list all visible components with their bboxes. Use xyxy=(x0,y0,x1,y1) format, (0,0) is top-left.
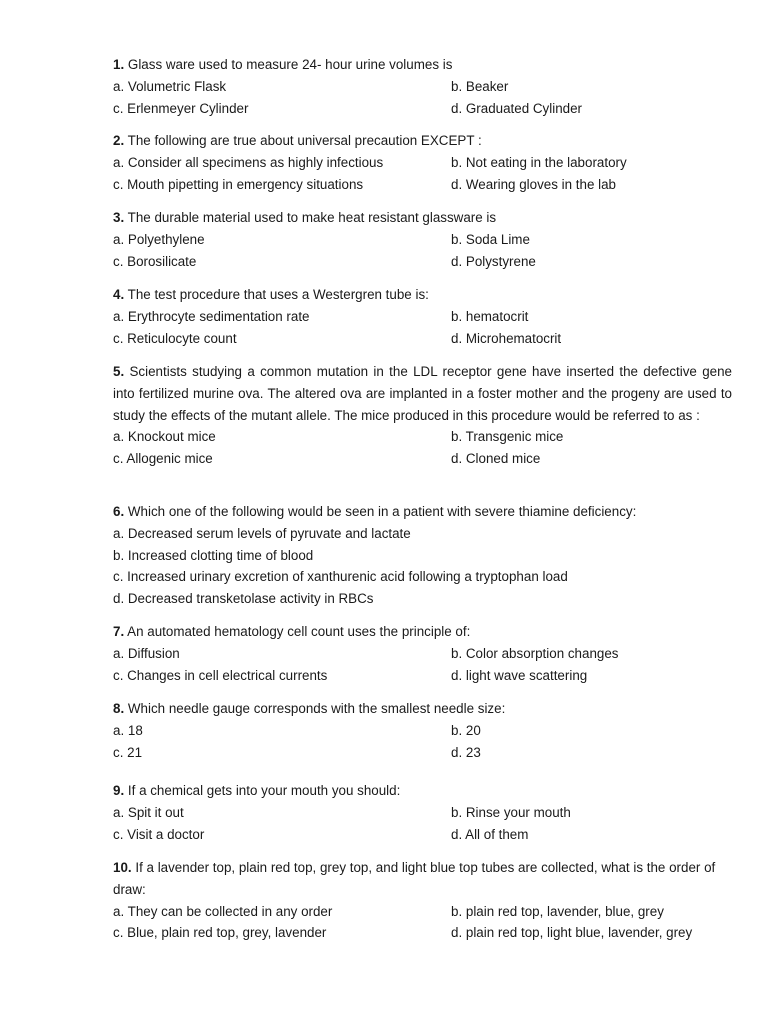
options-row xyxy=(113,720,732,742)
options-row xyxy=(113,665,732,687)
question-stem xyxy=(113,207,732,229)
question-stem xyxy=(113,857,732,901)
option-b: b. Not eating in the laboratory xyxy=(451,154,627,170)
option-a: a. Knockout mice xyxy=(113,429,216,445)
options-row xyxy=(113,802,732,824)
option-d: d. All of them xyxy=(451,826,529,842)
question-8 xyxy=(113,698,732,763)
option-d: d. Decreased transketolase activity in RBCs xyxy=(113,591,374,607)
options-row xyxy=(113,922,732,944)
question-number: 5. xyxy=(113,364,125,379)
options-row xyxy=(113,306,732,328)
question-stem xyxy=(113,698,732,720)
question-7 xyxy=(113,621,732,686)
option-b: b. hematocrit xyxy=(451,308,529,324)
option-d: d. light wave scattering xyxy=(451,667,588,683)
question-number: 7. xyxy=(113,624,125,639)
question-text: Glass ware used to measure 24- hour urine volumes is xyxy=(127,57,453,72)
question-number: 9. xyxy=(113,783,125,798)
options-row xyxy=(113,901,732,923)
question-4 xyxy=(113,284,732,349)
option-c: c. Allogenic mice xyxy=(113,451,213,467)
options-row xyxy=(113,76,732,98)
option-d: d. Microhematocrit xyxy=(451,330,562,346)
option-d: d. Cloned mice xyxy=(451,451,541,467)
option-b: b. Color absorption changes xyxy=(451,645,619,661)
option-b: b. Rinse your mouth xyxy=(451,804,571,820)
options-row xyxy=(113,448,732,470)
question-1 xyxy=(113,54,732,119)
option-c: c. Borosilicate xyxy=(113,253,197,269)
question-number: 4. xyxy=(113,287,125,302)
question-text: An automated hematology cell count uses the principle of: xyxy=(127,624,471,639)
question-stem xyxy=(113,284,732,306)
option-c: c. Changes in cell electrical currents xyxy=(113,667,328,683)
options-row xyxy=(113,742,732,764)
option-b: b. 20 xyxy=(451,722,481,738)
options-row xyxy=(113,98,732,120)
question-text: The test procedure that uses a Westergren tube is: xyxy=(127,287,429,302)
option-d: d. 23 xyxy=(451,744,481,760)
question-text: If a lavender top, plain red top, grey top, and light blue top tubes are collected, what is the order of draw: xyxy=(113,860,716,897)
option-c: c. Erlenmeyer Cylinder xyxy=(113,100,249,116)
question-number: 1. xyxy=(113,57,125,72)
option-a: a. Erythrocyte sedimentation rate xyxy=(113,308,310,324)
option-c: c. Mouth pipetting in emergency situations xyxy=(113,176,364,192)
option-b: b. Soda Lime xyxy=(451,231,530,247)
options-row xyxy=(113,229,732,251)
question-stem xyxy=(113,780,732,802)
option-a: a. Consider all specimens as highly infectious xyxy=(113,154,384,170)
question-text: Scientists studying a common mutation in the LDL receptor gene have inserted the defective gene into fertilized murine ova. The altered ova are implanted in a foster mother and the progeny are used to study the effects of the mutant allele. The mice produced in this procedure would be referred to as : xyxy=(113,364,732,423)
question-stem xyxy=(113,361,732,426)
option-b: b. Transgenic mice xyxy=(451,429,564,445)
question-stem xyxy=(113,501,732,523)
option-a: a. Spit it out xyxy=(113,804,184,820)
option-d: d. plain red top, light blue, lavender, grey xyxy=(451,925,693,941)
option-c: c. Increased urinary excretion of xanthurenic acid following a tryptophan load xyxy=(113,569,568,585)
question-text: The following are true about universal precaution EXCEPT : xyxy=(127,133,482,148)
option-b: b. Beaker xyxy=(451,78,509,94)
question-number: 8. xyxy=(113,701,125,716)
question-stem xyxy=(113,130,732,152)
options-row xyxy=(113,251,732,273)
option-a: a. Diffusion xyxy=(113,645,180,661)
question-stem xyxy=(113,621,732,643)
question-3 xyxy=(113,207,732,272)
options-row xyxy=(113,824,732,846)
question-text: If a chemical gets into your mouth you should: xyxy=(127,783,401,798)
options-row xyxy=(113,174,732,196)
option-b: b. Increased clotting time of blood xyxy=(113,547,314,563)
options-row xyxy=(113,328,732,350)
option-c: c. 21 xyxy=(113,744,143,760)
question-stem xyxy=(113,54,732,76)
option-d: d. Graduated Cylinder xyxy=(451,100,583,116)
question-5 xyxy=(113,361,732,470)
option-a: a. They can be collected in any order xyxy=(113,903,333,919)
question-6 xyxy=(113,501,732,610)
option-c: c. Reticulocyte count xyxy=(113,330,237,346)
option-a: a. Volumetric Flask xyxy=(113,78,227,94)
question-number: 6. xyxy=(113,504,125,519)
question-number: 3. xyxy=(113,210,125,225)
option-d: d. Wearing gloves in the lab xyxy=(451,176,617,192)
option-a: a. 18 xyxy=(113,722,143,738)
option-a: a. Decreased serum levels of pyruvate and lactate xyxy=(113,525,411,541)
option-c: c. Blue, plain red top, grey, lavender xyxy=(113,925,327,941)
option-c: c. Visit a doctor xyxy=(113,826,205,842)
options-row xyxy=(113,643,732,665)
question-text: Which needle gauge corresponds with the smallest needle size: xyxy=(127,701,506,716)
question-2 xyxy=(113,130,732,195)
question-10 xyxy=(113,857,732,944)
option-d: d. Polystyrene xyxy=(451,253,536,269)
question-number: 2. xyxy=(113,133,125,148)
question-text: The durable material used to make heat resistant glassware is xyxy=(127,210,497,225)
options-row xyxy=(113,152,732,174)
question-number: 10. xyxy=(113,860,132,875)
option-a: a. Polyethylene xyxy=(113,231,205,247)
question-text: Which one of the following would be seen in a patient with severe thiamine deficiency: xyxy=(127,504,637,519)
option-b: b. plain red top, lavender, blue, grey xyxy=(451,903,664,919)
options-row xyxy=(113,426,732,448)
question-9 xyxy=(113,780,732,845)
